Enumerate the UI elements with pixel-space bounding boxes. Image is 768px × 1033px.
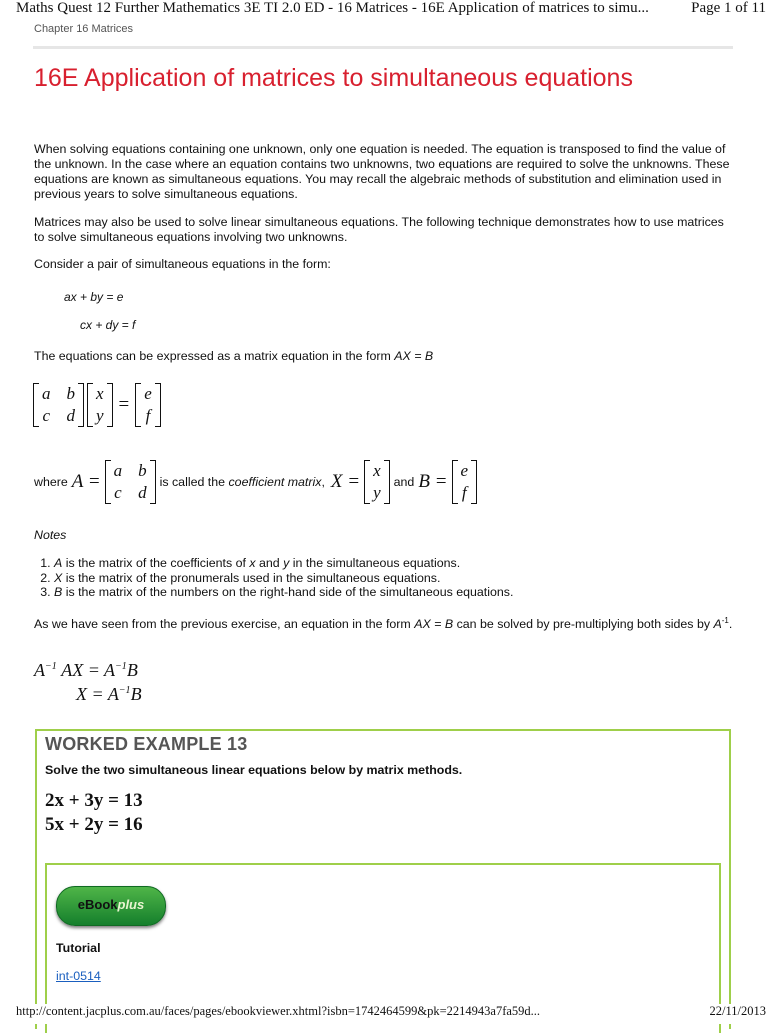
note-item: 1. A is the matrix of the coefficients of x and y in the simultaneous equations. — [54, 556, 513, 571]
print-footer — [16, 1004, 766, 1024]
section-title: 16E Application of matrices to simultaneous equations — [34, 64, 633, 92]
note-item: 3. B is the matrix of the numbers on the right-hand side of the simultaneous equations. — [54, 585, 513, 600]
print-header — [16, 0, 766, 17]
matrix-x: x y — [364, 460, 390, 504]
notes-heading: Notes — [34, 528, 67, 542]
divider — [33, 46, 733, 49]
worked-example-title: WORKED EXAMPLE 13 — [45, 734, 248, 754]
matrix-a: a b c d — [105, 460, 156, 504]
inverse-equation-1: $A^{-1}$ AX = $A^{-1}B$ — [34, 660, 138, 680]
intro-paragraph: When solving equations containing one unknown, only one equation is needed. The equation is transposed to find the value of the unknown. In the case where an equation contains two unknowns, two equations are required to solve the unknowns. These equations are known as simultaneous equations. You may recall the algebraic methods of substitution and elimination used in previous years to solve simultaneous equations. — [34, 142, 730, 201]
coefficient-matrix: a b c d — [33, 383, 84, 427]
consider-paragraph: Consider a pair of simultaneous equations in the form: — [34, 257, 331, 271]
where-line: where A = a b c d is called the coefficient matrix , X = x y and B = e f — [34, 460, 477, 504]
tutorial-link[interactable]: int-0514 — [56, 969, 101, 983]
ax-b-inline: AX = B — [394, 349, 434, 363]
matrix-b: e f — [452, 460, 478, 504]
chapter-label: Chapter 16 Matrices — [34, 23, 134, 35]
variable-matrix: x y — [87, 383, 113, 427]
matrices-paragraph: Matrices may also be used to solve linear simultaneous equations. The following technique demonstrates how to use matrices to solve simultaneous equations involving two unknowns. — [34, 215, 724, 244]
matrix-equation — [33, 383, 161, 427]
worked-example-question: Solve the two simultaneous linear equations below by matrix methods. — [45, 763, 463, 777]
premultiply-paragraph: As we have seen from the previous exercise, an equation in the form AX = B can be solved by pre-multiplying both sides by $A^{-1}$. — [34, 616, 733, 632]
equation-2: cx + dy = f — [80, 318, 136, 332]
inverse-equation-2: $X = A^{-1}B$ — [76, 684, 142, 704]
coefficient-matrix-term: coefficient matrix — [228, 475, 322, 489]
equals-sign: = — [118, 394, 130, 415]
document-title: Maths Quest 12 Further Mathematics 3E TI 2.0 ED - 16 Matrices - 16E Application of matrices to simu... — [16, 0, 649, 16]
footer-date: 22/11/2013 — [709, 1004, 766, 1018]
ebookplus-button[interactable]: eBookplus — [56, 886, 166, 926]
tutorial-heading: Tutorial — [56, 941, 101, 955]
equation-1: ax + by = e — [64, 290, 124, 304]
example-equation-2: 5x + 2y = 16 — [45, 814, 143, 835]
constant-matrix: e f — [135, 383, 161, 427]
page-number: Page 1 of 11 — [691, 0, 766, 16]
matrix-form-paragraph: The equations can be expressed as a matrix equation in the form AX = B — [34, 349, 434, 363]
notes-list — [34, 556, 513, 600]
example-equation-1: 2x + 3y = 13 — [45, 790, 143, 811]
footer-url: http://content.jacplus.com.au/faces/pages/ebookviewer.xhtml?isbn=1742464599&pk=2214943a7fa59d... — [16, 1004, 541, 1018]
note-item: 2. X is the matrix of the pronumerals used in the simultaneous equations. — [54, 571, 513, 586]
